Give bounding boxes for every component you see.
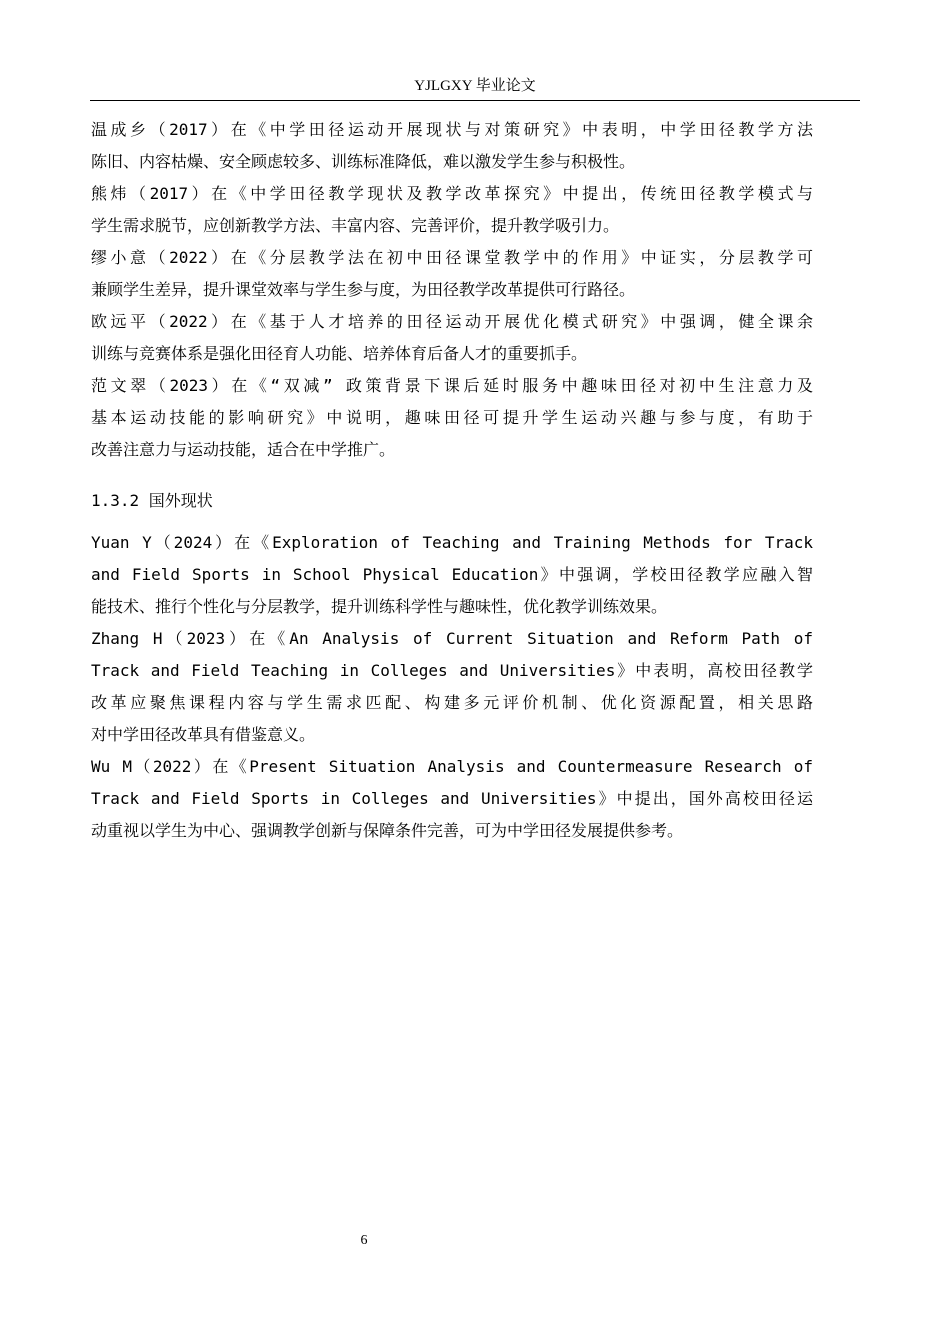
text-line: 学生需求脱节，应创新教学方法、丰富内容、完善评价，提升教学吸引力。 — [91, 216, 620, 235]
text-line: 兼顾学生差异，提升课堂效率与学生参与度，为田径教学改革提供可行路径。 — [91, 280, 636, 299]
text-line: Wu M（2022）在《Present Situation Analysis and Countermeasure Research of — [91, 757, 813, 776]
paragraph-miao-xiaoyi — [91, 242, 813, 306]
foreign-literature-section — [91, 527, 813, 847]
text-line: 改革应聚焦课程内容与学生需求匹配、构建多元评价机制、优化资源配置，相关思路 — [91, 693, 813, 712]
paragraph-wen-chengxiang — [91, 114, 813, 178]
text-line: Zhang H（2023）在《An Analysis of Current Situation and Reform Path of — [91, 629, 813, 648]
text-line: 欧远平（2022）在《基于人才培养的田径运动开展优化模式研究》中强调，健全课余 — [91, 312, 813, 331]
text-line: 温成乡（2017）在《中学田径运动开展现状与对策研究》中表明，中学田径教学方法 — [91, 120, 813, 139]
domestic-literature-section — [91, 114, 813, 466]
paragraph-ou-yuanping — [91, 306, 813, 370]
text-line: 缪小意（2022）在《分层教学法在初中田径课堂教学中的作用》中证实，分层教学可 — [91, 248, 813, 267]
text-line: 训练与竞赛体系是强化田径育人功能、培养体育后备人才的重要抓手。 — [91, 344, 588, 363]
paragraph-yuan-y — [91, 527, 813, 623]
text-line: 动重视以学生为中心、强调教学创新与保障条件完善，可为中学田径发展提供参考。 — [91, 821, 684, 840]
text-line: 范文翠（2023）在《“双减” 政策背景下课后延时服务中趣味田径对初中生注意力及 — [91, 376, 813, 395]
text-line: 改善注意力与运动技能，适合在中学推广。 — [91, 440, 396, 459]
text-line: Track and Field Sports in Colleges and Universities》中提出，国外高校田径运 — [91, 789, 813, 808]
page-header-title: YJLGXY 毕业论文 — [414, 78, 536, 94]
text-line: and Field Sports in School Physical Education》中强调，学校田径教学应融入智 — [91, 565, 813, 584]
text-line: Yuan Y（2024）在《Exploration of Teaching and Training Methods for Track — [91, 533, 813, 552]
page-number: 6 — [360, 1233, 368, 1248]
paragraph-wu-m — [91, 751, 813, 847]
paragraph-xiong-wei — [91, 178, 813, 242]
text-line: Track and Field Teaching in Colleges and Universities》中表明，高校田径教学 — [91, 661, 813, 680]
section-heading-foreign-status: 1.3.2 国外现状 — [91, 491, 213, 510]
text-line: 熊炜（2017）在《中学田径教学现状及教学改革探究》中提出，传统田径教学模式与 — [91, 184, 813, 203]
header-rule — [90, 100, 860, 101]
text-line: 对中学田径改革具有借鉴意义。 — [91, 725, 316, 744]
text-line: 能技术、推行个性化与分层教学，提升训练科学性与趣味性，优化教学训练效果。 — [91, 597, 668, 616]
text-line: 基本运动技能的影响研究》中说明，趣味田径可提升学生运动兴趣与参与度，有助于 — [91, 408, 813, 427]
paragraph-zhang-h — [91, 623, 813, 751]
text-line: 陈旧、内容枯燥、安全顾虑较多、训练标准降低，难以激发学生参与积极性。 — [91, 152, 636, 171]
paragraph-fan-wencui — [91, 370, 813, 466]
